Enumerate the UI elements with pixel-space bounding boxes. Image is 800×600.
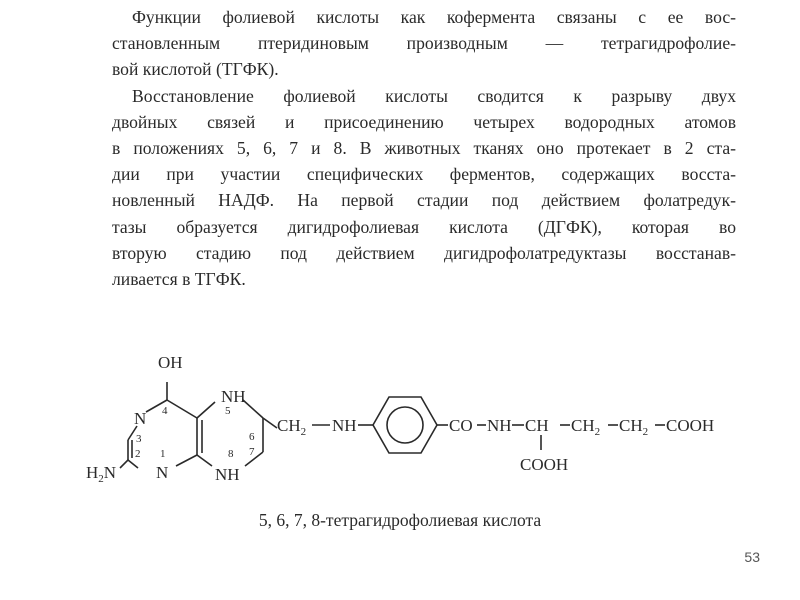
- text-line: в положениях 5, 6, 7 и 8. В животных тканях оно протекает в 2 ста-: [112, 138, 736, 159]
- ch-label: CH: [525, 416, 549, 435]
- formula-svg: [80, 340, 740, 500]
- ch2-link-label: [277, 416, 306, 438]
- text-line: двойных связей и присоединению четырех водородных атомов: [112, 111, 736, 132]
- subscript-2: 2: [594, 426, 601, 438]
- nh-top-atom: NH: [221, 387, 246, 406]
- co-label: CO: [449, 416, 473, 435]
- position-8: 8: [228, 448, 234, 460]
- text-line: вой кислотой (ТГФК).: [112, 59, 279, 80]
- nh-bottom-atom: NH: [215, 465, 240, 484]
- h-symbol: H: [86, 463, 99, 482]
- text-line: дии при участии специфических ферментов, содержащих восста-: [112, 164, 736, 185]
- text-line: ливается в ТГФК.: [112, 269, 246, 290]
- position-1: 1: [160, 448, 166, 460]
- text-line: новленный НАДФ. На первой стадии под действием фолатредук-: [112, 190, 736, 211]
- text-line: тазы образуется дигидрофолиевая кислота (ДГФК), которая во: [112, 216, 736, 237]
- ch-symbol: CH: [277, 416, 301, 435]
- text-line: становленным птеридиновым производным — тетрагидрофолие-: [112, 33, 736, 54]
- paragraph-1: [112, 4, 736, 83]
- formula-caption: 5, 6, 7, 8-тетрагидрофолиевая кислота: [258, 510, 542, 530]
- position-6: 6: [249, 431, 255, 443]
- ch2-b-label: [619, 416, 648, 438]
- ch-symbol: CH: [619, 416, 643, 435]
- ch2-a-label: [571, 416, 600, 438]
- position-3: 3: [136, 433, 142, 445]
- n1-atom: N: [156, 463, 169, 482]
- body-text: [112, 4, 736, 292]
- oh-label: OH: [158, 353, 183, 372]
- n3-atom: N: [134, 409, 147, 428]
- nh-link-label: NH: [332, 416, 357, 435]
- n-symbol: N: [103, 463, 117, 482]
- paragraph-2: [112, 83, 736, 293]
- subscript-2: 2: [300, 426, 307, 438]
- cooh-side-label: COOH: [520, 455, 569, 474]
- cooh-end-label: COOH: [666, 416, 715, 435]
- position-7: 7: [249, 446, 255, 458]
- position-4: 4: [162, 405, 168, 417]
- position-2: 2: [135, 448, 141, 460]
- ch-symbol: CH: [571, 416, 595, 435]
- nh2-label: [86, 463, 116, 485]
- text-line: Функции фолиевой кислоты как кофермента связаны с ее вос-: [132, 7, 736, 27]
- structural-formula: [80, 340, 740, 500]
- subscript-2: 2: [642, 426, 649, 438]
- subscript-2: 2: [98, 473, 104, 485]
- page-number: 53: [744, 549, 760, 565]
- text-line: вторую стадию под действием дигидрофолатредуктазы восстанав-: [112, 242, 736, 263]
- nh-amide-label: NH: [487, 416, 512, 435]
- text-line: Восстановление фолиевой кислоты сводится к разрыву двух: [132, 85, 736, 106]
- position-5: 5: [225, 405, 231, 417]
